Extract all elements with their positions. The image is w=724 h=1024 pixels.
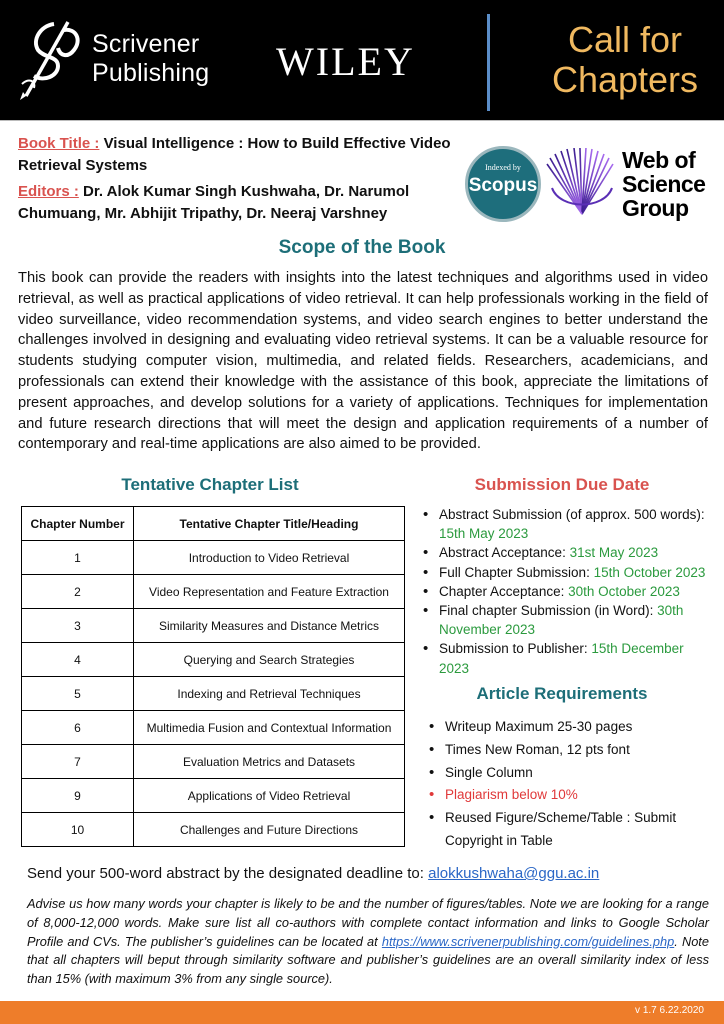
chapter-title-cell: Introduction to Video Retrieval	[134, 541, 405, 575]
list-item: • Writeup Maximum 25-30 pages	[428, 716, 708, 739]
date-label: Final chapter Submission (in Word):	[439, 603, 658, 619]
table-row	[22, 813, 405, 847]
editors-names: Dr. Alok Kumar Singh Kushwaha, Dr. Narumol Chumuang, Mr. Abhijit Tripathy, Dr. Neeraj Varshney	[18, 183, 410, 222]
submission-date-list	[421, 505, 713, 678]
date-value: 31st May 2023	[569, 545, 659, 561]
call-line-1: Call for	[567, 19, 683, 60]
date-value: 30th October 2023	[568, 583, 680, 599]
editors-line	[18, 181, 458, 225]
chapter-title-cell: Applications of Video Retrieval	[134, 779, 405, 813]
chapter-title-cell: Similarity Measures and Distance Metrics	[134, 609, 405, 643]
web-of-science-wordmark	[622, 148, 705, 220]
date-label: Abstract Submission (of approx. 500 words):	[439, 507, 705, 522]
table-row	[22, 779, 405, 813]
chapter-number-cell: 6	[22, 711, 134, 745]
date-label: Full Chapter Submission:	[439, 564, 594, 580]
chapter-number-cell: 5	[22, 677, 134, 711]
publisher-name	[92, 30, 209, 88]
book-title-label: Book Title :	[18, 135, 100, 152]
wos-line-2: Science	[622, 171, 706, 197]
chapter-number-cell: 10	[22, 813, 134, 847]
chapter-title-cell: Querying and Search Strategies	[134, 643, 405, 677]
call-for-chapters-title	[540, 20, 710, 100]
chapter-number-cell: 4	[22, 643, 134, 677]
date-value: 15th December 2023	[439, 641, 684, 676]
guidelines-link[interactable]: https://www.scrivenerpublishing.com/guidelines.php	[381, 933, 675, 949]
article-requirements-heading: Article Requirements	[476, 684, 648, 703]
col-chapter-number: Chapter Number	[22, 507, 134, 541]
advise-text-1: Advise us how many words your chapter is likely to be and the number of figures/tables. Note we are looking for a range of 8,000-12,000 words. Make sure list all co-authors with complete contact information and links to Google Scholar Profile and CVs. The publisher’s guidelines can be located at	[27, 896, 709, 949]
list-item: • Single Column	[428, 762, 708, 785]
web-of-science-logo-icon	[546, 148, 618, 220]
chapter-title-cell: Multimedia Fusion and Contextual Information	[134, 711, 405, 745]
version-label: v 1.7 6.22.2020	[635, 1005, 704, 1016]
scope-paragraph: This book can provide the readers with insights into the latest techniques and algorithms used in video retrieval, as well as practical applications of video retrieval. It can help professionals working in the field of video surveillance, video recommendation systems, and video search engines to better understand the challenges involved in designing and evaluating video retrieval systems. It can be a valuable resource for students studying computer vision, multimedia, and related fields. Researchers, academicians, and professionals can extend their knowledge with the assistance of this book, appreciate the limitations of present approaches, and develop solutions for a variety of applications. Techniques for implementation and future research directions that will meet the design and application requirements of a number of contemporary and real-time applications are also aimed to be provided.	[18, 270, 708, 453]
advise-paragraph	[27, 895, 709, 989]
book-title-line	[18, 133, 458, 177]
chapter-title-cell: Evaluation Metrics and Datasets	[134, 745, 405, 779]
book-info	[18, 133, 458, 229]
header-banner	[0, 0, 724, 120]
date-label: Abstract Acceptance:	[439, 545, 570, 561]
header-divider	[487, 14, 490, 111]
list-item	[421, 543, 713, 562]
send-text: Send your 500-word abstract by the designated deadline to:	[27, 865, 429, 882]
date-label: Submission to Publisher:	[439, 641, 592, 657]
chapter-number-cell: 3	[22, 609, 134, 643]
chapter-table	[21, 506, 405, 847]
send-abstract-line	[27, 865, 717, 882]
wiley-logo: WILEY	[276, 39, 415, 84]
requirements-list	[428, 716, 708, 853]
scopus-indexed-by: Indexed by	[485, 163, 521, 172]
footer-bar	[0, 1001, 724, 1024]
publisher-line-2: Publishing	[92, 59, 210, 87]
header-rule	[0, 120, 724, 121]
date-label: Chapter Acceptance:	[439, 583, 569, 599]
chapter-list-heading: Tentative Chapter List	[121, 475, 299, 494]
scopus-label: Scopus	[468, 175, 538, 196]
chapter-table-header	[22, 507, 405, 541]
col-chapter-title: Tentative Chapter Title/Heading	[134, 507, 405, 541]
chapter-number-cell: 9	[22, 779, 134, 813]
submission-due-heading: Submission Due Date	[474, 475, 650, 494]
list-item	[421, 601, 713, 639]
list-item	[421, 639, 713, 677]
chapter-title-cell: Indexing and Retrieval Techniques	[134, 677, 405, 711]
list-item: • Times New Roman, 12 pts font	[428, 739, 708, 762]
book-title: Visual Intelligence : How to Build Effective Video Retrieval Systems	[18, 135, 451, 174]
scope-heading: Scope of the Book	[278, 237, 446, 258]
table-row	[22, 643, 405, 677]
chapter-number-cell: 7	[22, 745, 134, 779]
scopus-badge	[465, 146, 541, 222]
chapter-title-cell: Video Representation and Feature Extraction	[134, 575, 405, 609]
email-link[interactable]: alokkushwaha@ggu.ac.in	[428, 865, 600, 882]
table-row	[22, 609, 405, 643]
chapter-title-cell: Challenges and Future Directions	[134, 813, 405, 847]
scrivener-publishing-logo-icon	[14, 18, 88, 102]
table-row	[22, 541, 405, 575]
table-row	[22, 711, 405, 745]
advise-text-2: . Note that all chapters will beput through similarity software and publisher’s guidelines are an overall similarity index of less than 15% (with maximum 3% from any single source).	[27, 933, 709, 987]
wos-line-1: Web of	[622, 147, 696, 173]
list-item: • Reused Figure/Scheme/Table : Submit Copyright in Table	[428, 807, 708, 853]
list-item	[421, 563, 713, 582]
chapter-number-cell: 1	[22, 541, 134, 575]
editors-label: Editors :	[18, 183, 79, 200]
date-value: 30th November 2023	[439, 603, 684, 638]
table-row	[22, 677, 405, 711]
publisher-line-1: Scrivener	[92, 30, 200, 58]
chapter-number-cell: 2	[22, 575, 134, 609]
list-item	[421, 582, 713, 601]
call-line-2: Chapters	[551, 59, 699, 100]
table-row	[22, 575, 405, 609]
date-value: 15th October 2023	[593, 564, 706, 580]
wos-line-3: Group	[622, 195, 689, 221]
date-value: 15th May 2023	[439, 526, 529, 542]
list-item: • Plagiarism below 10%	[428, 784, 708, 807]
table-row	[22, 745, 405, 779]
list-item	[421, 505, 713, 543]
